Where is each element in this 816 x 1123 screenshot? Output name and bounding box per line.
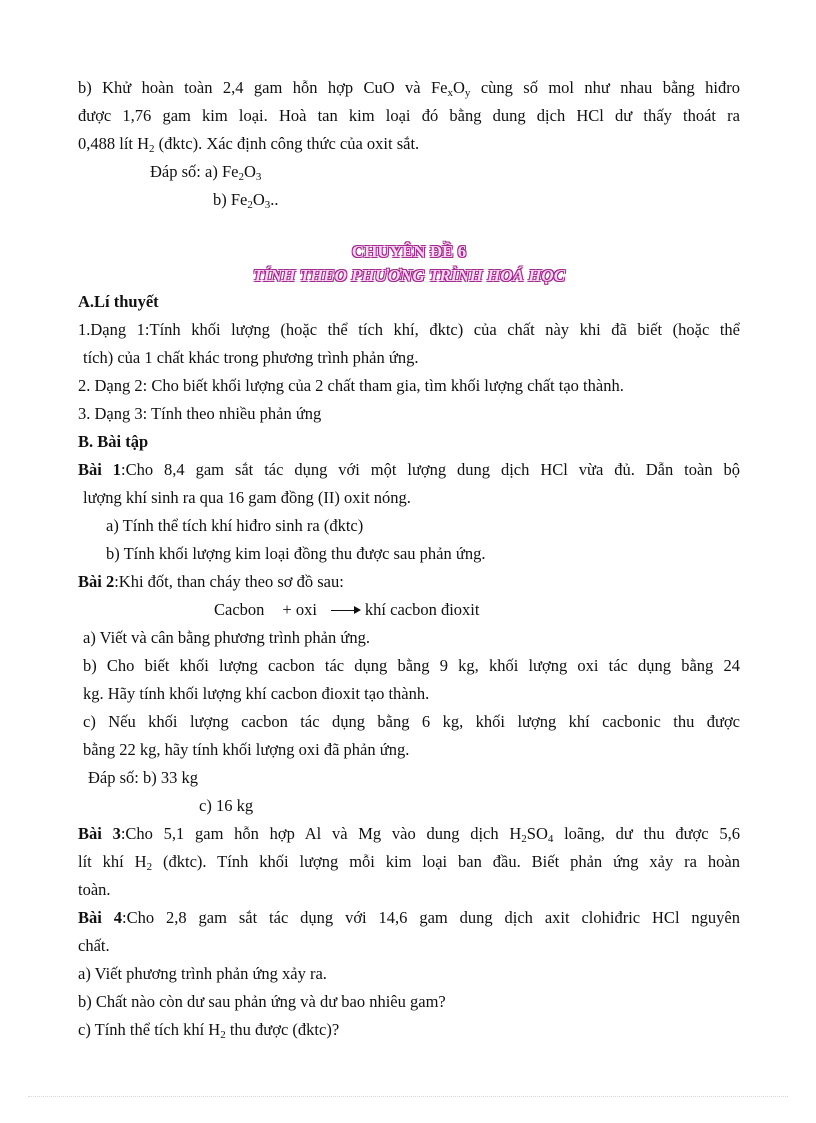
bai4-line1: Bài 4:Cho 2,8 gam sắt tác dụng với 14,6 gam dung dịch axit clohiđric HCl nguyên xyxy=(78,908,740,927)
bai3-line2: lít khí $H_2$ (đktc). Tính khối lượng mỗi kim loại ban đầu. Biết phản ứng xảy ra hoàn xyxy=(78,852,740,873)
bai1-line2: lượng khí sinh ra qua 16 gam đồng (II) oxit nóng. xyxy=(83,488,411,507)
bai2-part-b-line2: kg. Hãy tính khối lượng khí cacbon đioxit tạo thành. xyxy=(83,684,430,703)
bai2-part-a: a) Viết và cân bằng phương trình phản ứng. xyxy=(83,628,370,647)
bai3-line3: toàn. xyxy=(78,880,111,899)
bai2-line1: Bài 2:Khi đốt, than cháy theo sơ đồ sau: xyxy=(78,572,344,591)
theory-item-2: 2. Dạng 2: Cho biết khối lượng của 2 chất tham gia, tìm khối lượng chất tạo thành. xyxy=(78,376,624,395)
bai4-part-b: b) Chất nào còn dư sau phản ứng và dư bao nhiêu gam? xyxy=(78,992,446,1011)
intro-question-b-line1: b) Khử hoàn toàn 2,4 gam hỗn hợp CuO và $Fe_xO_y$ cùng số mol như nhau bằng hiđro xyxy=(78,78,740,99)
document-page xyxy=(78,74,740,1044)
bai4-line2: chất. xyxy=(78,936,110,955)
bai2-part-c-line2: bằng 22 kg, hãy tính khối lượng oxi đã phản ứng. xyxy=(83,740,410,759)
intro-answer-b: b) $Fe_2O_3$.. xyxy=(213,190,279,211)
bai4-part-c: c) Tính thể tích khí $H_2$ thu được (đktc)? xyxy=(78,1020,340,1041)
equation-product: khí cacbon đioxit xyxy=(364,600,480,619)
bai3-line1: Bài 3:Cho 5,1 gam hỗn hợp Al và Mg vào dung dịch $H_2SO_4$ loãng, dư thu được 5,6 xyxy=(78,824,740,845)
bai2-part-b-line1: b) Cho biết khối lượng cacbon tác dụng bằng 9 kg, khối lượng oxi tác dụng bằng 24 xyxy=(83,656,740,675)
reaction-arrow-icon xyxy=(331,605,361,615)
bai2-equation xyxy=(78,596,740,624)
bai2-part-c-line1: c) Nếu khối lượng cacbon tác dụng bằng 6 kg, khối lượng khí cacbonic thu được xyxy=(83,712,740,731)
theory-item-1-line1: 1.Dạng 1:Tính khối lượng (hoặc thể tích khí, đktc) của chất này khi đã biết (hoặc thể xyxy=(78,320,740,339)
theory-title: A.Lí thuyết xyxy=(78,292,159,311)
bai2-answer-c: c) 16 kg xyxy=(199,796,254,815)
equation-reactant-oxygen: + oxi xyxy=(282,600,317,619)
bai1-line1: Bài 1:Cho 8,4 gam sắt tác dụng với một lượng dung dịch HCl vừa đủ. Dẫn toàn bộ xyxy=(78,460,740,479)
page-footer-divider xyxy=(28,1096,788,1097)
intro-answer-a: Đáp số: a) $Fe_2O_3$ xyxy=(150,162,262,183)
chapter-subheading: TÍNH THEO PHƯƠNG TRÌNH HOÁ HỌC xyxy=(252,266,566,285)
exercises-title: B. Bài tập xyxy=(78,432,149,451)
intro-question-b-line2: được 1,76 gam kim loại. Hoà tan kim loại đó bằng dung dịch HCl dư thấy thoát ra xyxy=(78,106,740,125)
theory-item-1-line2: tích) của 1 chất khác trong phương trình phản ứng. xyxy=(83,348,419,367)
theory-item-3: 3. Dạng 3: Tính theo nhiều phản ứng xyxy=(78,404,322,423)
bai2-answer-b: Đáp số: b) 33 kg xyxy=(88,768,198,787)
section-spacer xyxy=(78,214,740,240)
chapter-heading: CHUYÊN ĐỀ 6 xyxy=(351,242,467,261)
equation-reactant-carbon: Cacbon xyxy=(214,600,265,619)
bai4-part-a: a) Viết phương trình phản ứng xảy ra. xyxy=(78,964,327,983)
intro-question-b-line3: 0,488 lít $H_2$ (đktc). Xác định công thức của oxit sắt. xyxy=(78,134,420,155)
bai1-part-a: a) Tính thể tích khí hiđro sinh ra (đktc) xyxy=(106,516,364,535)
bai1-part-b: b) Tính khối lượng kim loại đồng thu được sau phản ứng. xyxy=(106,544,486,563)
